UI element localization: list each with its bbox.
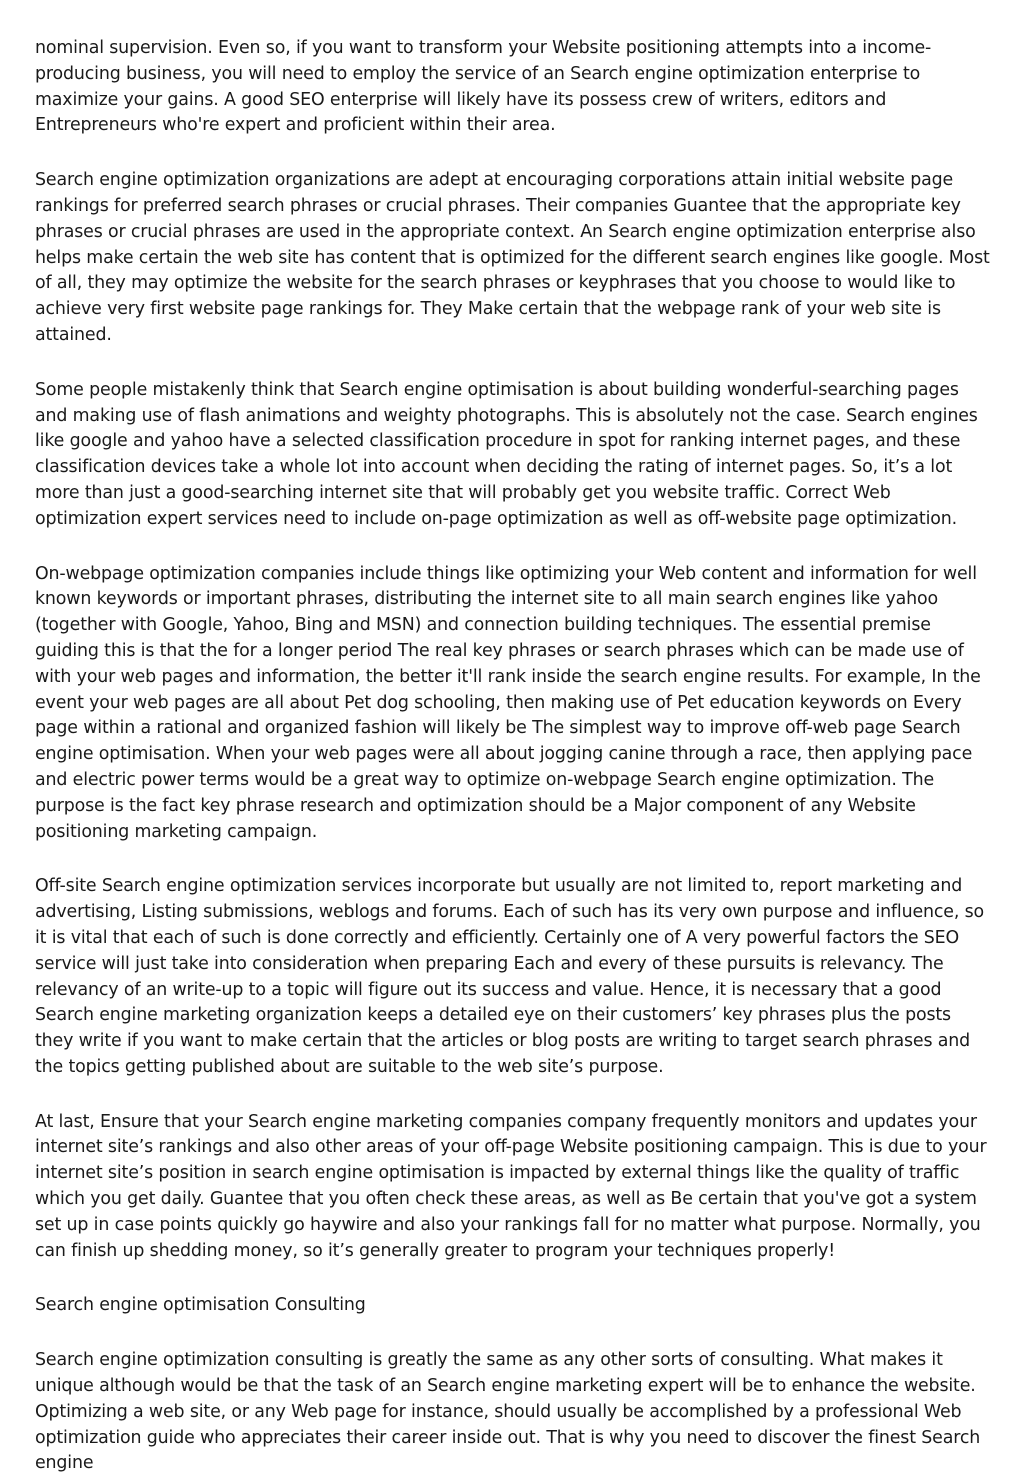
paragraph-off-site-services: Off-site Search engine optimization services incorporate but usually are not limited to, report marketing and advertising, Listing submissions, weblogs and forums. Each of such has its very own purpose and influence, so it is vital that each of such is done correctly and efficiently. Certainly one of A very powerful factors the SEO service will just take into consideration when preparing Each and every of these pursuits is relevancy. The relevancy of an write-up to a topic will figure out its success and value. Hence, it is necessary that a good Search engine marketing organization keeps a detailed eye on their customers’ key phrases plus the posts they write if you want to make certain that the articles or blog posts are writing to target search phrases and the topics getting published about are suitable to the web site’s purpose. [35,876,985,1077]
section-heading-consulting: Search engine optimisation Consulting [35,1295,366,1316]
paragraph-on-page-optimization: On-webpage optimization companies include things like optimizing your Web content and information for well known keywords or important phrases, distributing the internet site to all main search engines like yahoo (together with Google, Yahoo, Bing and MSN) and connection building techniques. The essential premise guiding this is that the for a longer period The real key phrases or search phrases which can be made use of with your web pages and information, the better it'll rank inside the search engine results. For example, In the event your web pages are all about Pet dog schooling, then making use of Pet education keywords on Every page within a rational and organized fashion will likely be The simplest way to improve off-web page Search engine optimisation. When your web pages were all about jogging canine through a race, then applying pace and electric power terms would be a great way to optimize on-webpage Search engine optimization. The purpose is the fact key phrase research and optimization should be a Major component of any Website positioning marketing campaign. [35,563,981,842]
paragraph-consulting: Search engine optimization consulting is greatly the same as any other sorts of consulting. What makes it unique although would be that the task of an Search engine marketing expert will be to enhance the website. Optimizing a web site, or any Web page for instance, should usually be accomplished by a professional Web optimization guide who appreciates their career inside out. That is why you need to discover the finest Search engine [35,1350,981,1474]
paragraph-seo-organizations: Search engine optimization organizations are adept at encouraging corporations attain initial website page rankings for preferred search phrases or crucial phrases. Their companies Guantee that the appropriate key phrases or crucial phrases are used in the appropriate context. An Search engine optimization enterprise also helps make certain the web site has content that is optimized for the different search engines like google. Most of all, they may optimize the website for the search phrases or keyphrases that you choose to would like to achieve very first website page rankings for. They Make certain that the webpage rank of your web site is attained. [35,170,990,345]
paragraph-monitoring: At last, Ensure that your Search engine marketing companies company frequently monitors and updates your internet site’s rankings and also other areas of your off-page Website positioning campaign. This is due to your internet site’s position in search engine optimisation is impacted by external things like the quality of traffic which you get daily. Guantee that you often check these areas, as well as Be certain that you've got a system set up in case points quickly go haywire and also your rankings fall for no matter what purpose. Normally, you can finish up shedding money, so it’s generally greater to program your techniques properly! [35,1111,987,1261]
paragraph-intro: nominal supervision. Even so, if you want to transform your Website positioning attempts into a income-producing business, you will need to employ the service of an Search engine optimization enterprise to maximize your gains. A good SEO enterprise will likely have its possess crew of writers, editors and Entrepreneurs who're expert and proficient within their area. [35,38,932,136]
paragraph-misconceptions: Some people mistakenly think that Search engine optimisation is about building wonderful-searching pages and making use of flash animations and weighty photographs. This is absolutely not the case. Search engines like google and yahoo have a selected classification procedure in spot for ranking internet pages, and these classification devices take a whole lot into account when deciding the rating of internet pages. So, it’s a lot more than just a good-searching internet site that will probably get you website traffic. Correct Web optimization expert services need to include on-page optimization as well as off-website page optimization. [35,379,978,529]
